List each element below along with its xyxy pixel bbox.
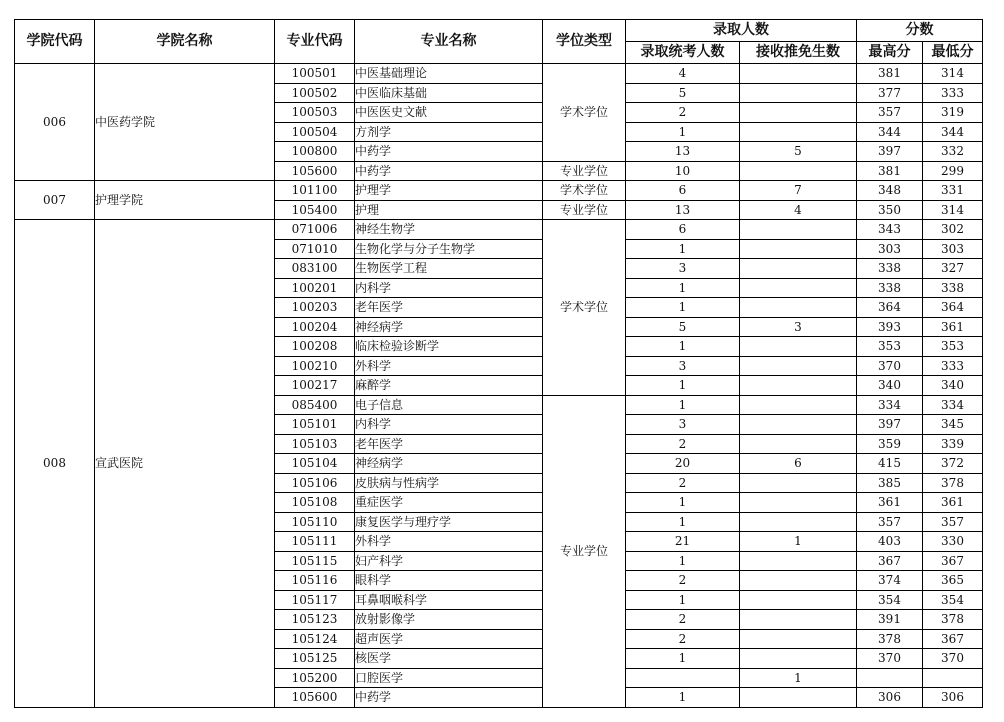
major-code-cell: 100203	[275, 298, 355, 318]
admitted-exam-cell	[626, 668, 740, 688]
major-code-cell: 101100	[275, 181, 355, 201]
college-code-cell: 007	[15, 181, 95, 220]
college-name-cell: 中医药学院	[95, 64, 275, 181]
min-score-cell: 364	[923, 298, 983, 318]
major-code-cell: 100217	[275, 376, 355, 396]
major-name-cell: 电子信息	[355, 395, 543, 415]
admitted-exam-cell: 1	[626, 376, 740, 396]
major-code-cell: 105600	[275, 161, 355, 181]
major-code-cell: 105400	[275, 200, 355, 220]
table-row	[15, 220, 983, 240]
max-score-cell: 397	[857, 415, 923, 435]
header-college-name: 学院名称	[95, 20, 275, 64]
table-row	[15, 64, 983, 84]
admitted-recommended-cell: 3	[740, 317, 857, 337]
major-name-cell: 中药学	[355, 688, 543, 708]
min-score-cell: 361	[923, 493, 983, 513]
header-admitted-group: 录取人数	[626, 20, 857, 42]
major-name-cell: 护理学	[355, 181, 543, 201]
admitted-exam-cell: 10	[626, 161, 740, 181]
admission-table	[14, 19, 983, 708]
min-score-cell: 378	[923, 610, 983, 630]
min-score-cell: 354	[923, 590, 983, 610]
degree-type-cell: 学术学位	[543, 181, 626, 201]
major-code-cell: 083100	[275, 259, 355, 279]
min-score-cell: 367	[923, 629, 983, 649]
max-score-cell: 364	[857, 298, 923, 318]
major-name-cell: 护理	[355, 200, 543, 220]
max-score-cell: 403	[857, 532, 923, 552]
admitted-exam-cell: 6	[626, 220, 740, 240]
min-score-cell: 331	[923, 181, 983, 201]
major-code-cell: 100201	[275, 278, 355, 298]
major-code-cell: 105106	[275, 473, 355, 493]
major-name-cell: 皮肤病与性病学	[355, 473, 543, 493]
max-score-cell: 397	[857, 142, 923, 162]
major-name-cell: 外科学	[355, 532, 543, 552]
college-name-cell: 护理学院	[95, 181, 275, 220]
admitted-exam-cell: 21	[626, 532, 740, 552]
admitted-exam-cell: 3	[626, 259, 740, 279]
max-score-cell: 370	[857, 649, 923, 669]
major-code-cell: 105104	[275, 454, 355, 474]
college-name-cell: 宣武医院	[95, 220, 275, 708]
admitted-exam-cell: 3	[626, 356, 740, 376]
admitted-exam-cell: 1	[626, 493, 740, 513]
major-name-cell: 眼科学	[355, 571, 543, 591]
admitted-recommended-cell	[740, 103, 857, 123]
admitted-exam-cell: 2	[626, 434, 740, 454]
max-score-cell: 370	[857, 356, 923, 376]
min-score-cell: 370	[923, 649, 983, 669]
table-row	[15, 181, 983, 201]
admitted-exam-cell: 5	[626, 83, 740, 103]
major-code-cell: 105200	[275, 668, 355, 688]
min-score-cell: 314	[923, 200, 983, 220]
admitted-exam-cell: 1	[626, 337, 740, 357]
major-code-cell: 071010	[275, 239, 355, 259]
min-score-cell: 372	[923, 454, 983, 474]
major-code-cell: 105123	[275, 610, 355, 630]
max-score-cell: 350	[857, 200, 923, 220]
major-name-cell: 生物医学工程	[355, 259, 543, 279]
min-score-cell: 344	[923, 122, 983, 142]
min-score-cell: 332	[923, 142, 983, 162]
header-degree-type: 学位类型	[543, 20, 626, 64]
major-name-cell: 中药学	[355, 142, 543, 162]
degree-type-cell: 学术学位	[543, 220, 626, 396]
min-score-cell: 365	[923, 571, 983, 591]
header-major-name: 专业名称	[355, 20, 543, 64]
major-code-cell: 085400	[275, 395, 355, 415]
major-code-cell: 105101	[275, 415, 355, 435]
admitted-recommended-cell	[740, 122, 857, 142]
admitted-recommended-cell	[740, 356, 857, 376]
admitted-exam-cell: 1	[626, 298, 740, 318]
max-score-cell: 385	[857, 473, 923, 493]
min-score-cell: 303	[923, 239, 983, 259]
admitted-exam-cell: 2	[626, 571, 740, 591]
header-admitted-exam: 录取统考人数	[626, 42, 740, 64]
max-score-cell: 306	[857, 688, 923, 708]
min-score-cell: 339	[923, 434, 983, 454]
min-score-cell: 353	[923, 337, 983, 357]
major-code-cell: 100501	[275, 64, 355, 84]
major-code-cell: 105103	[275, 434, 355, 454]
major-name-cell: 口腔医学	[355, 668, 543, 688]
admitted-recommended-cell: 5	[740, 142, 857, 162]
admitted-recommended-cell	[740, 83, 857, 103]
max-score-cell: 367	[857, 551, 923, 571]
major-name-cell: 外科学	[355, 356, 543, 376]
major-name-cell: 内科学	[355, 415, 543, 435]
admitted-exam-cell: 13	[626, 142, 740, 162]
admitted-recommended-cell	[740, 259, 857, 279]
admitted-exam-cell: 20	[626, 454, 740, 474]
max-score-cell: 415	[857, 454, 923, 474]
admitted-recommended-cell	[740, 629, 857, 649]
major-code-cell: 105115	[275, 551, 355, 571]
min-score-cell: 299	[923, 161, 983, 181]
admitted-exam-cell: 1	[626, 122, 740, 142]
admitted-exam-cell: 6	[626, 181, 740, 201]
max-score-cell: 374	[857, 571, 923, 591]
admitted-recommended-cell: 6	[740, 454, 857, 474]
major-name-cell: 中医临床基础	[355, 83, 543, 103]
max-score-cell	[857, 668, 923, 688]
admitted-recommended-cell	[740, 239, 857, 259]
admitted-recommended-cell	[740, 395, 857, 415]
major-name-cell: 方剂学	[355, 122, 543, 142]
min-score-cell: 357	[923, 512, 983, 532]
admitted-exam-cell: 1	[626, 688, 740, 708]
admitted-recommended-cell	[740, 161, 857, 181]
admitted-recommended-cell: 7	[740, 181, 857, 201]
major-name-cell: 临床检验诊断学	[355, 337, 543, 357]
min-score-cell: 319	[923, 103, 983, 123]
max-score-cell: 393	[857, 317, 923, 337]
min-score-cell: 338	[923, 278, 983, 298]
degree-type-cell: 专业学位	[543, 395, 626, 707]
table-body	[15, 64, 983, 708]
admitted-recommended-cell	[740, 473, 857, 493]
admitted-recommended-cell	[740, 649, 857, 669]
min-score-cell: 333	[923, 83, 983, 103]
max-score-cell: 348	[857, 181, 923, 201]
major-code-cell: 105116	[275, 571, 355, 591]
min-score-cell: 334	[923, 395, 983, 415]
header-score-group: 分数	[857, 20, 983, 42]
min-score-cell: 367	[923, 551, 983, 571]
admitted-exam-cell: 2	[626, 473, 740, 493]
admitted-exam-cell: 2	[626, 610, 740, 630]
major-name-cell: 耳鼻咽喉科学	[355, 590, 543, 610]
min-score-cell: 340	[923, 376, 983, 396]
degree-type-cell: 专业学位	[543, 200, 626, 220]
admitted-exam-cell: 1	[626, 590, 740, 610]
major-name-cell: 神经生物学	[355, 220, 543, 240]
max-score-cell: 343	[857, 220, 923, 240]
major-code-cell: 100800	[275, 142, 355, 162]
header-min-score: 最低分	[923, 42, 983, 64]
max-score-cell: 377	[857, 83, 923, 103]
major-code-cell: 100502	[275, 83, 355, 103]
admitted-exam-cell: 1	[626, 512, 740, 532]
admitted-recommended-cell	[740, 551, 857, 571]
admitted-recommended-cell	[740, 688, 857, 708]
major-name-cell: 老年医学	[355, 298, 543, 318]
min-score-cell: 333	[923, 356, 983, 376]
header-college-code: 学院代码	[15, 20, 95, 64]
admitted-recommended-cell	[740, 512, 857, 532]
admitted-exam-cell: 1	[626, 239, 740, 259]
major-name-cell: 妇产科学	[355, 551, 543, 571]
max-score-cell: 303	[857, 239, 923, 259]
max-score-cell: 361	[857, 493, 923, 513]
major-code-cell: 071006	[275, 220, 355, 240]
max-score-cell: 391	[857, 610, 923, 630]
college-code-cell: 006	[15, 64, 95, 181]
min-score-cell: 361	[923, 317, 983, 337]
major-name-cell: 神经病学	[355, 454, 543, 474]
major-name-cell: 老年医学	[355, 434, 543, 454]
admitted-recommended-cell	[740, 376, 857, 396]
major-name-cell: 重症医学	[355, 493, 543, 513]
admitted-exam-cell: 1	[626, 649, 740, 669]
admitted-exam-cell: 2	[626, 629, 740, 649]
admitted-recommended-cell	[740, 590, 857, 610]
admitted-recommended-cell	[740, 298, 857, 318]
degree-type-cell: 学术学位	[543, 64, 626, 162]
max-score-cell: 353	[857, 337, 923, 357]
admitted-exam-cell: 4	[626, 64, 740, 84]
admitted-exam-cell: 1	[626, 395, 740, 415]
admitted-recommended-cell	[740, 220, 857, 240]
header-major-code: 专业代码	[275, 20, 355, 64]
min-score-cell: 327	[923, 259, 983, 279]
admitted-exam-cell: 5	[626, 317, 740, 337]
header-admitted-recommended: 接收推免生数	[740, 42, 857, 64]
admitted-recommended-cell: 1	[740, 668, 857, 688]
max-score-cell: 359	[857, 434, 923, 454]
min-score-cell	[923, 668, 983, 688]
admitted-exam-cell: 1	[626, 278, 740, 298]
major-code-cell: 100503	[275, 103, 355, 123]
major-name-cell: 中医医史文献	[355, 103, 543, 123]
max-score-cell: 338	[857, 278, 923, 298]
major-name-cell: 核医学	[355, 649, 543, 669]
min-score-cell: 314	[923, 64, 983, 84]
max-score-cell: 357	[857, 512, 923, 532]
major-name-cell: 神经病学	[355, 317, 543, 337]
max-score-cell: 381	[857, 64, 923, 84]
max-score-cell: 354	[857, 590, 923, 610]
admitted-exam-cell: 13	[626, 200, 740, 220]
admitted-recommended-cell	[740, 278, 857, 298]
admitted-recommended-cell	[740, 610, 857, 630]
admitted-exam-cell: 2	[626, 103, 740, 123]
major-code-cell: 105110	[275, 512, 355, 532]
college-code-cell: 008	[15, 220, 95, 708]
admitted-recommended-cell	[740, 434, 857, 454]
major-code-cell: 105117	[275, 590, 355, 610]
max-score-cell: 340	[857, 376, 923, 396]
major-name-cell: 康复医学与理疗学	[355, 512, 543, 532]
major-name-cell: 中医基础理论	[355, 64, 543, 84]
admitted-exam-cell: 1	[626, 551, 740, 571]
major-code-cell: 100208	[275, 337, 355, 357]
max-score-cell: 378	[857, 629, 923, 649]
admitted-recommended-cell	[740, 415, 857, 435]
major-code-cell: 100210	[275, 356, 355, 376]
major-code-cell: 100204	[275, 317, 355, 337]
admitted-recommended-cell	[740, 64, 857, 84]
major-name-cell: 麻醉学	[355, 376, 543, 396]
min-score-cell: 345	[923, 415, 983, 435]
min-score-cell: 330	[923, 532, 983, 552]
major-code-cell: 105600	[275, 688, 355, 708]
major-name-cell: 生物化学与分子生物学	[355, 239, 543, 259]
max-score-cell: 381	[857, 161, 923, 181]
max-score-cell: 338	[857, 259, 923, 279]
admitted-recommended-cell: 4	[740, 200, 857, 220]
major-code-cell: 105124	[275, 629, 355, 649]
header-max-score: 最高分	[857, 42, 923, 64]
max-score-cell: 344	[857, 122, 923, 142]
min-score-cell: 378	[923, 473, 983, 493]
major-name-cell: 超声医学	[355, 629, 543, 649]
major-name-cell: 放射影像学	[355, 610, 543, 630]
major-code-cell: 100504	[275, 122, 355, 142]
major-name-cell: 内科学	[355, 278, 543, 298]
min-score-cell: 306	[923, 688, 983, 708]
degree-type-cell: 专业学位	[543, 161, 626, 181]
major-name-cell: 中药学	[355, 161, 543, 181]
admitted-recommended-cell	[740, 493, 857, 513]
major-code-cell: 105108	[275, 493, 355, 513]
admitted-exam-cell: 3	[626, 415, 740, 435]
admitted-recommended-cell	[740, 571, 857, 591]
min-score-cell: 302	[923, 220, 983, 240]
major-code-cell: 105111	[275, 532, 355, 552]
admitted-recommended-cell: 1	[740, 532, 857, 552]
major-code-cell: 105125	[275, 649, 355, 669]
max-score-cell: 357	[857, 103, 923, 123]
max-score-cell: 334	[857, 395, 923, 415]
admitted-recommended-cell	[740, 337, 857, 357]
